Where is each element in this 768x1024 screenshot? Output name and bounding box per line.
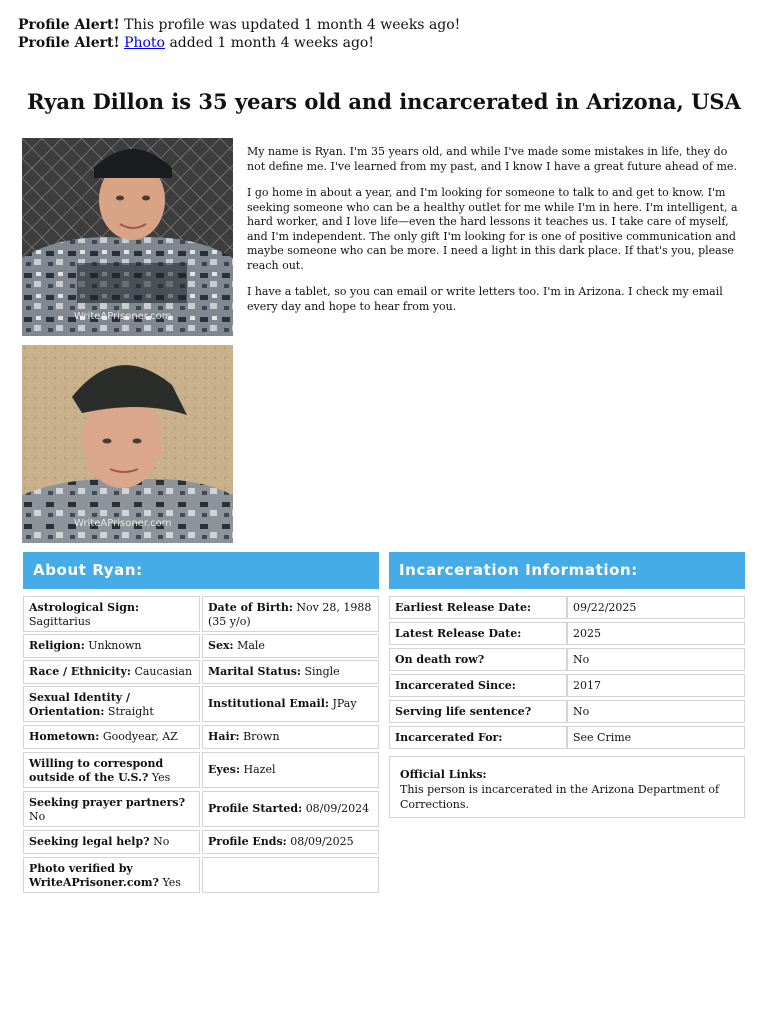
bio-paragraph: I have a tablet, so you can email or write letters too. I'm in Arizona. I check my email every day and hope to hear from you.	[247, 285, 723, 313]
empty-cell	[202, 857, 379, 893]
photo-watermark: WriteAPrisoner.com	[74, 311, 172, 322]
eyes: Eyes: Hazel	[202, 752, 379, 788]
earliest-release-value: 09/22/2025	[567, 596, 745, 619]
race-ethnicity: Race / Ethnicity: Caucasian	[23, 660, 200, 684]
photo-1-image	[22, 138, 233, 336]
alert-text: added 1 month 4 weeks ago!	[169, 35, 374, 51]
official-links-text: This person is incarcerated in the Arizona Department of Corrections.	[400, 783, 720, 811]
death-row-value: No	[567, 648, 745, 671]
photo-link[interactable]: Photo	[124, 35, 165, 51]
profile-photo-1[interactable]	[22, 138, 233, 336]
photo-2-image	[22, 345, 233, 543]
astrological-sign: Astrological Sign: Sagittarius	[23, 596, 200, 632]
official-links	[389, 756, 745, 818]
incarcerated-since-label: Incarcerated Since:	[389, 674, 567, 697]
sexual-orientation: Sexual Identity / Orientation: Straight	[23, 686, 200, 722]
bio-paragraph: I go home in about a year, and I'm looking for someone to talk to and get to know. I'm seeking someone who can be a healthy outlet for me while I'm in here. I'm intelligent, a hard worker, and I love life—even the hard lessons it teaches us. I take care of myself, and I'm independent. The only gift I'm looking for is one of positive communication and maybe someone who can be more. I need a light in this dark place. If that's you, please reach out.	[247, 186, 738, 272]
profile-bio	[247, 145, 747, 326]
alert-text: This profile was updated 1 month 4 weeks ago!	[124, 17, 461, 33]
incarceration-row	[389, 648, 745, 671]
institutional-email: Institutional Email: JPay	[202, 686, 379, 722]
incarcerated-for-label: Incarcerated For:	[389, 726, 567, 749]
prayer-partners: Seeking prayer partners? No	[23, 791, 200, 827]
alert-label: Profile Alert!	[18, 17, 120, 33]
alert-label: Profile Alert!	[18, 35, 120, 51]
incarceration-heading: Incarceration Information:	[389, 552, 745, 589]
page-title: Ryan Dillon is 35 years old and incarcerated in Arizona, USA	[27, 89, 741, 114]
bio-paragraph: My name is Ryan. I'm 35 years old, and while I've made some mistakes in life, they do not define me. I've learned from my past, and I know I have a great future ahead of me.	[247, 145, 737, 173]
incarcerated-for-value: See Crime	[567, 726, 745, 749]
marital-status: Marital Status: Single	[202, 660, 379, 684]
date-of-birth: Date of Birth: Nov 28, 1988 (35 y/o)	[202, 596, 379, 632]
hometown: Hometown: Goodyear, AZ	[23, 725, 200, 749]
alert-photo	[18, 34, 460, 52]
profile-photo-2[interactable]	[22, 345, 233, 543]
latest-release-label: Latest Release Date:	[389, 622, 567, 645]
profile-ends: Profile Ends: 08/09/2025	[202, 830, 379, 854]
incarceration-row	[389, 726, 745, 749]
hair: Hair: Brown	[202, 725, 379, 749]
life-sentence-label: Serving life sentence?	[389, 700, 567, 723]
profile-alerts	[18, 16, 460, 52]
photo-verified: Photo verified by WriteAPrisoner.com? Yes	[23, 857, 200, 893]
sex: Sex: Male	[202, 634, 379, 658]
death-row-label: On death row?	[389, 648, 567, 671]
alert-updated	[18, 16, 460, 34]
profile-started: Profile Started: 08/09/2024	[202, 791, 379, 827]
incarceration-row	[389, 622, 745, 645]
incarcerated-since-value: 2017	[567, 674, 745, 697]
religion: Religion: Unknown	[23, 634, 200, 658]
official-links-label: Official Links:	[400, 768, 487, 781]
earliest-release-label: Earliest Release Date:	[389, 596, 567, 619]
latest-release-value: 2025	[567, 622, 745, 645]
incarceration-row	[389, 674, 745, 697]
correspond-outside-us: Willing to correspond outside of the U.S.? Yes	[23, 752, 200, 788]
incarceration-row	[389, 596, 745, 619]
legal-help: Seeking legal help? No	[23, 830, 200, 854]
incarceration-row	[389, 700, 745, 723]
about-heading: About Ryan:	[23, 552, 379, 589]
photo-watermark: WriteAPrisoner.com	[74, 518, 172, 529]
life-sentence-value: No	[567, 700, 745, 723]
